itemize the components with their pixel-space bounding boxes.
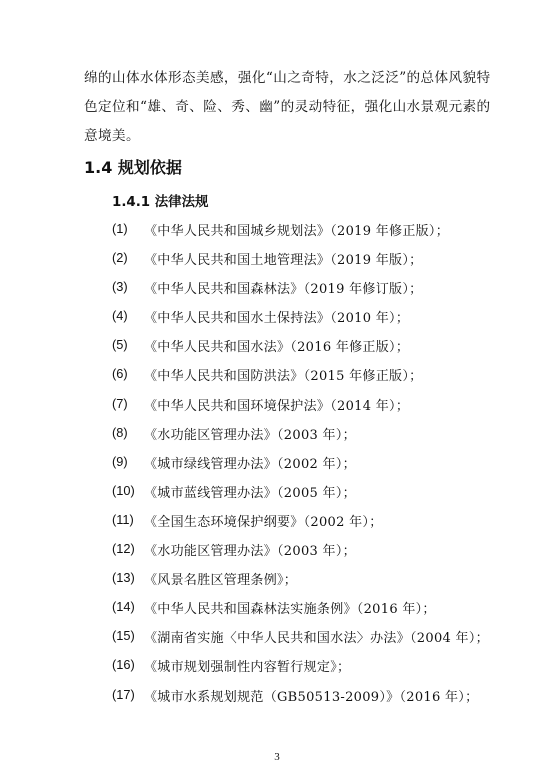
list-item <box>112 214 492 243</box>
list-item <box>112 680 492 709</box>
list-item <box>112 389 492 418</box>
list-item-text: 《水功能区管理办法》（2003 年）； <box>144 544 356 560</box>
list-item-text: 《水功能区管理办法》（2003 年）； <box>144 427 356 443</box>
list-item-number: (14) <box>112 599 135 615</box>
list-item-number: (15) <box>112 628 135 644</box>
list-item <box>112 563 492 592</box>
list-item-text: 《城市规划强制性内容暂行规定》； <box>144 660 351 676</box>
list-item <box>112 418 492 447</box>
list-item-number: (1) <box>112 221 128 236</box>
list-item-number: (3) <box>112 279 128 295</box>
list-item <box>112 301 492 330</box>
list-item-text: 《风景名胜区管理条例》； <box>144 573 298 589</box>
list-item <box>112 272 492 301</box>
list-item-number: (5) <box>112 337 128 353</box>
list-item-text: 《中华人民共和国森林法实施条例》（2016 年）； <box>144 602 436 618</box>
list-item-text: 《城市水系规划规范（GB50513-2009）》（2016 年）； <box>144 689 479 705</box>
list-item <box>112 330 492 359</box>
list-item-number: (12) <box>112 541 135 557</box>
page-number: 3 <box>274 751 280 763</box>
list-item-number: (17) <box>112 686 135 702</box>
list-item <box>112 621 492 650</box>
list-item-text: 《城市蓝线管理办法》（2005 年）； <box>144 485 356 501</box>
paragraph-line: 意境美。 <box>84 128 140 144</box>
list-item-number: (4) <box>112 308 128 324</box>
list-item-text: 《中华人民共和国防洪法》（2015 年修正版）； <box>144 369 423 385</box>
list-item-text: 《城市绿线管理办法》（2002 年）； <box>144 456 356 472</box>
list-item <box>112 243 492 272</box>
list-item <box>112 650 492 679</box>
list-item-number: (16) <box>112 657 135 673</box>
section-heading: 1.4 规划依据 <box>84 158 182 177</box>
list-item <box>112 534 492 563</box>
intro-paragraph <box>84 64 491 151</box>
list-item <box>112 476 492 505</box>
list-item-text: 《中华人民共和国森林法》（2019 年修订版）； <box>144 282 423 298</box>
list-item-text: 《中华人民共和国水法》（2016 年修正版）； <box>144 340 410 356</box>
list-item-text: 《中华人民共和国城乡规划法》（2019 年修正版）； <box>144 224 450 239</box>
subsection-heading: 1.4.1 法律法规 <box>112 195 209 210</box>
list-item-number: (7) <box>112 395 128 411</box>
list-item <box>112 505 492 534</box>
list-item-number: (10) <box>112 482 135 498</box>
list-item-text: 《中华人民共和国土地管理法》（2019 年版）； <box>144 253 423 269</box>
list-item-text: 《全国生态环境保护纲要》（2002 年）； <box>144 514 383 530</box>
list-item-text: 《中华人民共和国水土保持法》（2010 年）； <box>144 311 410 327</box>
law-list <box>112 214 492 709</box>
list-item <box>112 359 492 388</box>
list-item-number: (2) <box>112 250 128 266</box>
paragraph-line: 色定位和“雄、奇、险、秀、幽”的灵动特征，强化山水景观元素的 <box>84 99 491 115</box>
list-item-number: (8) <box>112 424 128 440</box>
list-item-number: (6) <box>112 366 128 382</box>
list-item-number: (9) <box>112 453 128 469</box>
list-item <box>112 592 492 621</box>
list-item-text: 《中华人民共和国环境保护法》（2014 年）； <box>144 398 410 414</box>
list-item-number: (11) <box>112 511 134 527</box>
list-item <box>112 447 492 476</box>
paragraph-line: 绵的山体水体形态美感，强化“山之奇特，水之泛泛”的总体风貌特 <box>84 70 491 86</box>
list-item-text: 《湖南省实施〈中华人民共和国水法〉办法》（2004 年）； <box>144 631 489 647</box>
list-item-number: (13) <box>112 570 135 586</box>
